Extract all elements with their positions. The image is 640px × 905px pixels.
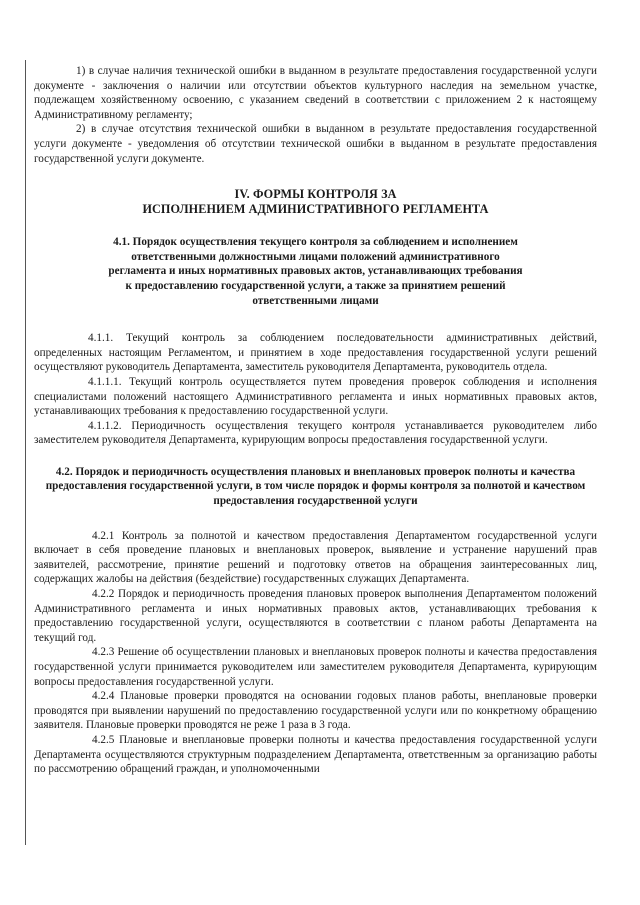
left-margin-line	[25, 60, 26, 845]
paragraph-4-2-4: 4.2.4 Плановые проверки проводятся на основании годовых планов работы, внеплановые проверки проводятся при выявлении нарушений по предоставлению государственной услуги или по конкретному обращению заявителя. Плановые проверки проводятся не реже 1 раза в 3 года.	[34, 690, 597, 732]
paragraph-item-1: 1) в случае наличия технической ошибки в выданном в результате предоставления государственной услуги документе - заключения о наличии или отсутствии объектов культурного наследия на земельном участке, подлежащем хозяйственному освоению, с указанием сведений в соответствии с приложением 2 к настоящему Административному регламенту;	[34, 65, 597, 121]
paragraph-4-1-1-1: 4.1.1.1. Текущий контроль осуществляется путем проведения проверок соблюдения и исполнения специалистами положений настоящего Административного регламента и иных нормативных правовых актов, устанавливающих требования к предоставлению государственной услуги.	[34, 375, 597, 418]
paragraph-4-1-1-2: 4.1.1.2. Периодичность осуществления текущего контроля устанавливается руководителем либо заместителем руководителя Департамента, курирующим вопросы предоставления государственной услуги.	[34, 419, 597, 447]
section-title-line-2: ИСПОЛНЕНИЕМ АДМИНИСТРАТИВНОГО РЕГЛАМЕНТА	[142, 202, 489, 217]
paragraph-4-2-5: 4.2.5 Плановые и внеплановые проверки полноты и качества предоставления государственной услуги Департамента осуществляются структурным подразделением Департамента, ответственным за организацию работы по рассмотрению обращений граждан, и уполномоченными	[34, 733, 597, 776]
document-body	[34, 64, 597, 777]
paragraph-item-2: 2) в случае отсутствия технической ошибки в выданном в результате предоставления государственной услуги документе - уведомления об отсутствии технической ошибки в выданном в результате предоставления государственной услуги документе.	[34, 123, 597, 165]
subsection-4-2-title: 4.2. Порядок и периодичность осуществления плановых и внеплановых проверок полноты и качества предоставления государственной услуги, в том числе порядок и формы контроля за полнотой и качеством предоставления государственной услуги	[45, 465, 586, 508]
paragraph-4-2-2: 4.2.2 Порядок и периодичность проведения плановых проверок выполнения Департаментом положений Административного регламента и иных нормативных правовых актов, устанавливающих требования к предоставлению государственной услуги, осуществляются в соответствии с планом работы Департамента на текущий год.	[34, 588, 597, 644]
paragraph-4-2-3: 4.2.3 Решение об осуществлении плановых и внеплановых проверок полноты и качества предоставления государственной услуги принимается руководителем или заместителем руководителя Департамента, курирующим вопросы предоставления государственной услуги.	[34, 646, 597, 688]
subsection-4-1-title: 4.1. Порядок осуществления текущего контроля за соблюдением и исполнением ответственными должностными лицами положений административного регламента и иных нормативных правовых актов, устанавливающих требования к предоставлению государственной услуги, а также за принятием решений ответственными лицами	[108, 236, 523, 307]
section-title	[34, 187, 597, 217]
section-title-line-1: IV. ФОРМЫ КОНТРОЛЯ ЗА	[234, 187, 397, 202]
paragraph-4-1-1: 4.1.1. Текущий контроль за соблюдением последовательности административных действий, определенных настоящим Регламентом, и принятием в ходе предоставления государственной услуги решений осуществляют руководитель Департамента, заместитель руководителя Департамента, руководитель отдела.	[34, 332, 597, 374]
paragraph-4-2-1: 4.2.1 Контроль за полнотой и качеством предоставления Департаментом государственной услуги включает в себя проведение плановых и внеплановых проверок, выявление и устранение нарушений прав заявителей, рассмотрение, принятие решений и подготовку ответов на обращения заинтересованных лиц, содержащих жалобы на действия (бездействие) государственных служащих Департамента.	[34, 529, 597, 586]
